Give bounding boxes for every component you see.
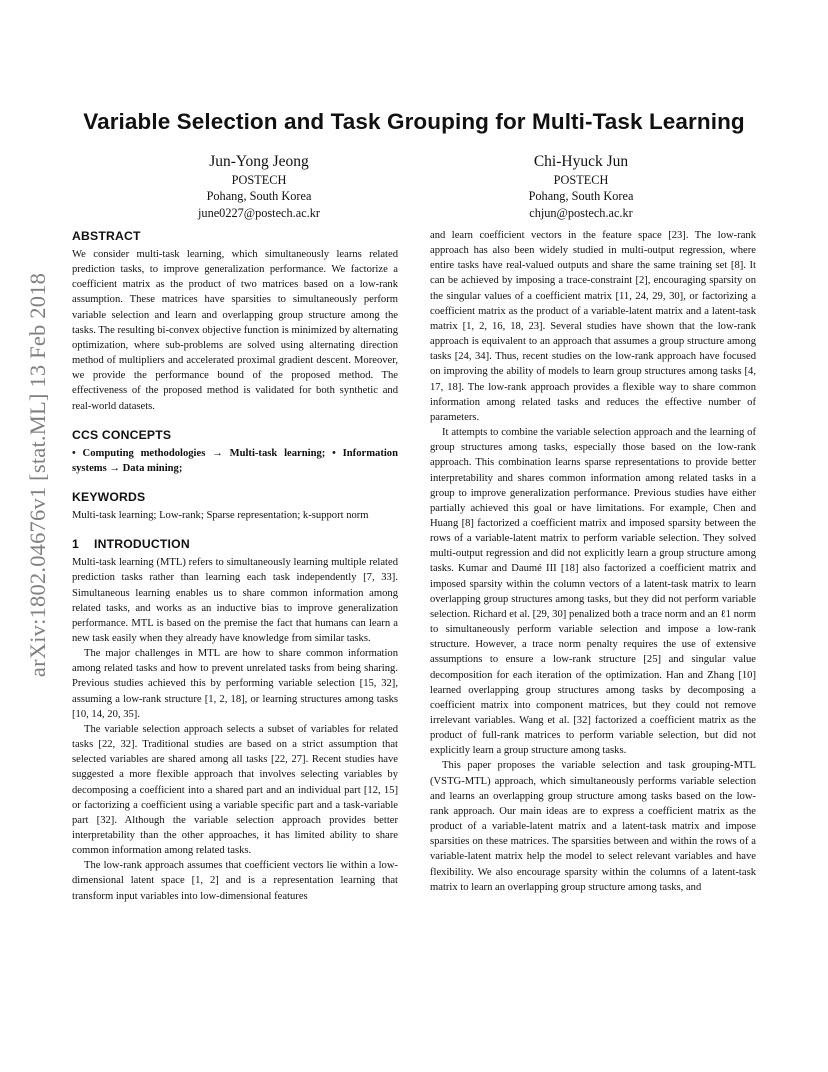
author-block-1 [109,152,409,221]
intro-paragraph-5: and learn coefficient vectors in the feature space [23]. The low-rank approach has also been widely studied in multi-output regression, where entire tasks have real-valued outputs and share the same training set [8]. It can be achieved by imposing a trace-constraint [2], encouraging sparsity on the singular values of a coefficient matrix [11, 24, 29, 30], or factorizing a coefficient matrix as the product of a variable-latent matrix and a latent-task matrix [1, 2, 16, 18, 23]. Several studies have shown that the low-rank approach is equivalent to an approach that assumes a group structure among tasks [24, 34]. Thus, recent studies on the low-rank approach have focused on improving the ability of models to learn group structures among tasks [4, 17, 18]. The low-rank approach provides a flexible way to share common information among related tasks and reduces the effective number of parameters. [430,230,756,423]
intro-paragraph-1: Multi-task learning (MTL) refers to simultaneously learning multiple related prediction tasks rather than learning each task independently [7, 33]. Simultaneous learning enables us to share common information among related tasks, and works as an inductive bias to improve generalization performance. MTL is based on the premise the fact that humans can learn a new task easily when they already have knowledge from similar tasks. [72,557,398,644]
author-block-2 [431,152,731,221]
section-number: 1 [72,537,79,552]
left-column [72,228,398,904]
abstract-text: We consider multi-task learning, which simultaneously learns related prediction tasks, to improve generalization performance. We factorize a coefficient matrix as the product of two matrices based on a low-rank assumption. These matrices have sparsities to simultaneously perform variable selection and learn and overlapping group structure among the tasks. The resulting bi-convex objective function is minimized by alternating optimization, where sub-problems are solved using alternating direction method of multipliers and accelerated proximal gradient descent. Moreover, we provide the performance bound of the proposed method. The effectiveness of the proposed method is validated for both synthetic and real-world datasets. [72,249,398,412]
author-location: Pohang, South Korea [528,189,634,204]
intro-paragraph-6: It attempts to combine the variable selection approach and the learning of group structures among tasks, especially those based on the low-rank approach. This combination learns sparse representations to provide better interpretability and shares common information among related tasks in a group to improve generalization performance. Previous studies have either partially achieved this goal or have limitations. For example, Chen and Huang [8] factorized a coefficient matrix and imposed sparsity between the rows of a variable-latent matrix to perform variable selection. They solved multi-output regression and did not explicitly learn a group structure among tasks. Kumar and Daumé III [18] also factorized a coefficient matrix and imposed sparsity within the column vectors of a latent-task matrix to learn overlapping group structures among tasks, but they did not perform variable selection. Richard et al. [29, 30] penalized both a trace norm and an ℓ1 norm to simultaneously perform variable selection and impose a low-rank structure. However, a trace norm penalty requires the use of extensive assumptions to ensure a low-rank structure [25] and singular value decomposition for each iteration of the optimization. Han and Zhang [10] learned overlapping group structures among tasks by decomposing a coefficient matrix into component matrices, but they could not remove irrelevant variables. Wang et al. [32] factorized a coefficient matrix as the product of full-rank matrices to perform variable selection, but did not explicitly learn a group structure among tasks. [430,427,756,757]
author-email: june0227@postech.ac.kr [198,205,320,220]
author-affiliation: POSTECH [553,173,609,187]
ccs-text: • Computing methodologies → Multi-task learning; • Information systems → Data mining; [72,447,398,474]
author-name: Chi-Hyuck Jun [533,153,629,170]
intro-paragraph-7: This paper proposes the variable selection and task grouping-MTL (VSTG-MTL) approach, which simultaneously performs variable selection and learns an overlapping group structure among tasks based on the low-rank approach. Our main ideas are to express a coefficient matrix as the product of a variable-latent matrix and a latent-task matrix and impose sparsities on these matrices. The sparsities between and within the rows of a variable-latent matrix help the model to select relevant variables and have flexibility. We also encourage sparsity within the columns of a latent-task matrix to learn an overlapping group structure among tasks, and [430,760,756,893]
section-title: INTRODUCTION [94,537,190,552]
abstract-heading: ABSTRACT [72,229,141,243]
author-affiliation: POSTECH [231,173,287,187]
intro-paragraph-4: The low-rank approach assumes that coefficient vectors lie within a low-dimensional latent space [1, 2] and is a representation learning that transform input variables into low-dimensional features [72,860,398,902]
keywords-heading: KEYWORDS [72,490,146,505]
introduction-heading [72,536,398,552]
paper-title: Variable Selection and Task Grouping for Multi-Task Learning [83,109,745,134]
right-column [430,228,756,895]
author-email: chjun@postech.ac.kr [529,205,633,220]
arxiv-identifier-text: arXiv:1802.04676v1 [stat.ML] 13 Feb 2018 [25,272,50,678]
intro-paragraph-3: The variable selection approach selects a subset of variables for related tasks [22, 32]. Traditional studies are based on a strict assumption that selected variables are shared among all tasks [22, 27]. Recent studies have suggested a more flexible approach that involves selecting variables by decomposing a coefficient into a shared part and an individual part [12, 15] or factorizing a coefficient using a variable specific part and a task-variable part [32]. Although the variable selection approach provides better interpretability than the other approaches, it has limited ability to share common information among related tasks. [72,723,398,857]
intro-paragraph-2: The major challenges in MTL are how to share common information among related tasks and how to prevent unrelated tasks from being sharing. Previous studies achieved this by performing variable selection [15, 32], assuming a low-rank structure [1, 2, 18], or learning structures among tasks [10, 14, 20, 35]. [72,648,398,720]
keywords-text: Multi-task learning; Low-rank; Sparse representation; k-support norm [72,510,369,522]
arxiv-identifier [22,272,54,678]
ccs-heading: CCS CONCEPTS [72,427,172,442]
author-name: Jun-Yong Jeong [209,153,309,170]
author-location: Pohang, South Korea [206,189,312,204]
